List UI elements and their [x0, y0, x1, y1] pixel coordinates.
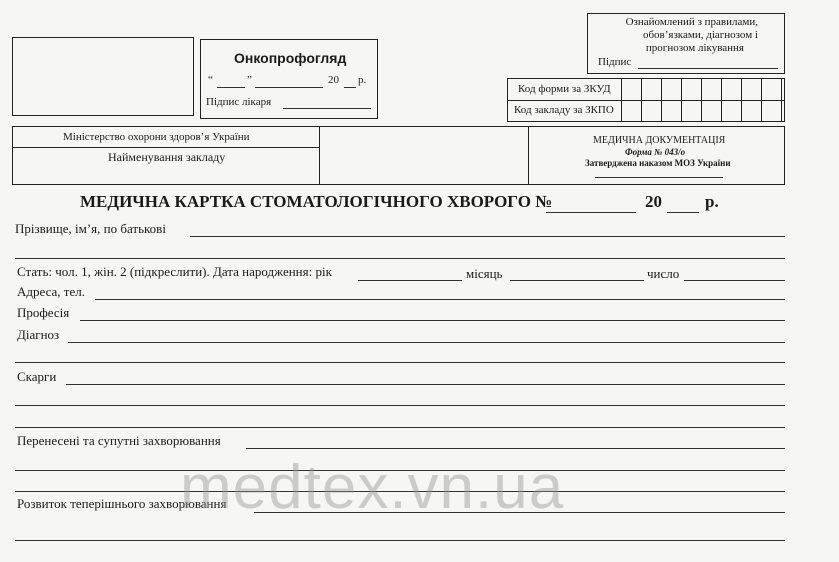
full-name-label: Прізвище, ім’я, по батькові — [15, 221, 166, 236]
past-diseases-line[interactable] — [246, 448, 785, 449]
address-line[interactable] — [95, 299, 785, 300]
card-year-suffix: р. — [705, 192, 719, 211]
zkud-label: Код форми за ЗКУД — [518, 83, 611, 95]
divider-1 — [319, 127, 320, 184]
acknowledge-text-2: обов’язками, діагнозом і — [642, 29, 758, 41]
onko-title: Онкопрофогляд — [234, 50, 347, 66]
diagnosis-line[interactable] — [68, 342, 785, 343]
dob-month-label: місяць — [466, 266, 503, 281]
complaints-line-2[interactable] — [15, 405, 785, 406]
institution-name-label: Найменування закладу — [108, 150, 226, 164]
acknowledge-text-3: прогнозом лікування — [645, 42, 744, 54]
complaints-line[interactable] — [66, 384, 785, 385]
onko-month-line[interactable] — [255, 87, 323, 88]
profession-line[interactable] — [80, 320, 785, 321]
zkpo-cells[interactable] — [621, 100, 783, 121]
onko-signature-line[interactable] — [283, 108, 371, 109]
profession-label: Професія — [17, 305, 70, 320]
acknowledge-signature-label: Підпис — [598, 56, 632, 68]
institution-row — [12, 126, 785, 185]
acknowledge-box — [587, 13, 785, 74]
onko-date-open-quote: “ — [208, 74, 213, 86]
dob-day-line[interactable] — [684, 280, 785, 281]
full-name-line-2[interactable] — [15, 258, 785, 259]
onko-day-line[interactable] — [217, 87, 245, 88]
address-label: Адреса, тел. — [17, 284, 85, 299]
meddoc-line — [595, 177, 723, 178]
current-disease-line-2[interactable] — [15, 540, 785, 541]
full-name-line[interactable] — [190, 236, 785, 237]
acknowledge-text-1: Ознайомлений з правилами, — [625, 16, 758, 28]
card-title: МЕДИЧНА КАРТКА СТОМАТОЛОГІЧНОГО ХВОРОГО № — [80, 192, 553, 211]
onko-year-prefix: 20 — [328, 74, 339, 86]
card-number-line[interactable] — [546, 212, 636, 213]
dob-day-label: число — [647, 266, 680, 281]
onko-signature-label: Підпис лікаря — [206, 96, 272, 108]
watermark: medtex.vn.ua — [180, 453, 565, 522]
onko-box — [200, 39, 378, 119]
current-disease-label: Розвиток теперішнього захворювання — [17, 496, 227, 511]
meddoc-line1: МЕДИЧНА ДОКУМЕНТАЦІЯ — [593, 135, 726, 146]
ministry-cell — [13, 127, 319, 148]
sex-dob-label: Стать: чол. 1, жін. 2 (підкреслити). Дата народження: рік — [17, 264, 332, 279]
dob-month-line[interactable] — [510, 280, 644, 281]
onko-date-close-quote: ” — [247, 74, 252, 86]
acknowledge-signature-line[interactable] — [638, 68, 778, 69]
past-diseases-label: Перенесені та супутні захворювання — [17, 433, 221, 448]
onko-year-line[interactable] — [344, 87, 356, 88]
meddoc-line2: Форма № 043/о — [625, 147, 686, 157]
blank-box — [12, 37, 194, 116]
card-year-line[interactable] — [667, 212, 699, 213]
ministry-text: Міністерство охорони здоров’я України — [63, 131, 250, 143]
zkpo-row — [508, 100, 784, 121]
divider-2 — [528, 127, 529, 184]
codes-box — [507, 78, 785, 122]
diagnosis-line-2[interactable] — [15, 362, 785, 363]
complaints-line-3[interactable] — [15, 427, 785, 428]
card-year-prefix: 20 — [645, 192, 662, 211]
onko-year-suffix: р. — [358, 74, 367, 86]
diagnosis-label: Діагноз — [17, 327, 60, 342]
dob-year-line[interactable] — [358, 280, 462, 281]
zkpo-label: Код закладу за ЗКПО — [514, 104, 614, 116]
meddoc-line3: Затверджена наказом МОЗ України — [585, 158, 731, 168]
zkud-row — [508, 79, 784, 101]
zkud-cells[interactable] — [621, 79, 783, 100]
complaints-label: Скарги — [17, 369, 57, 384]
